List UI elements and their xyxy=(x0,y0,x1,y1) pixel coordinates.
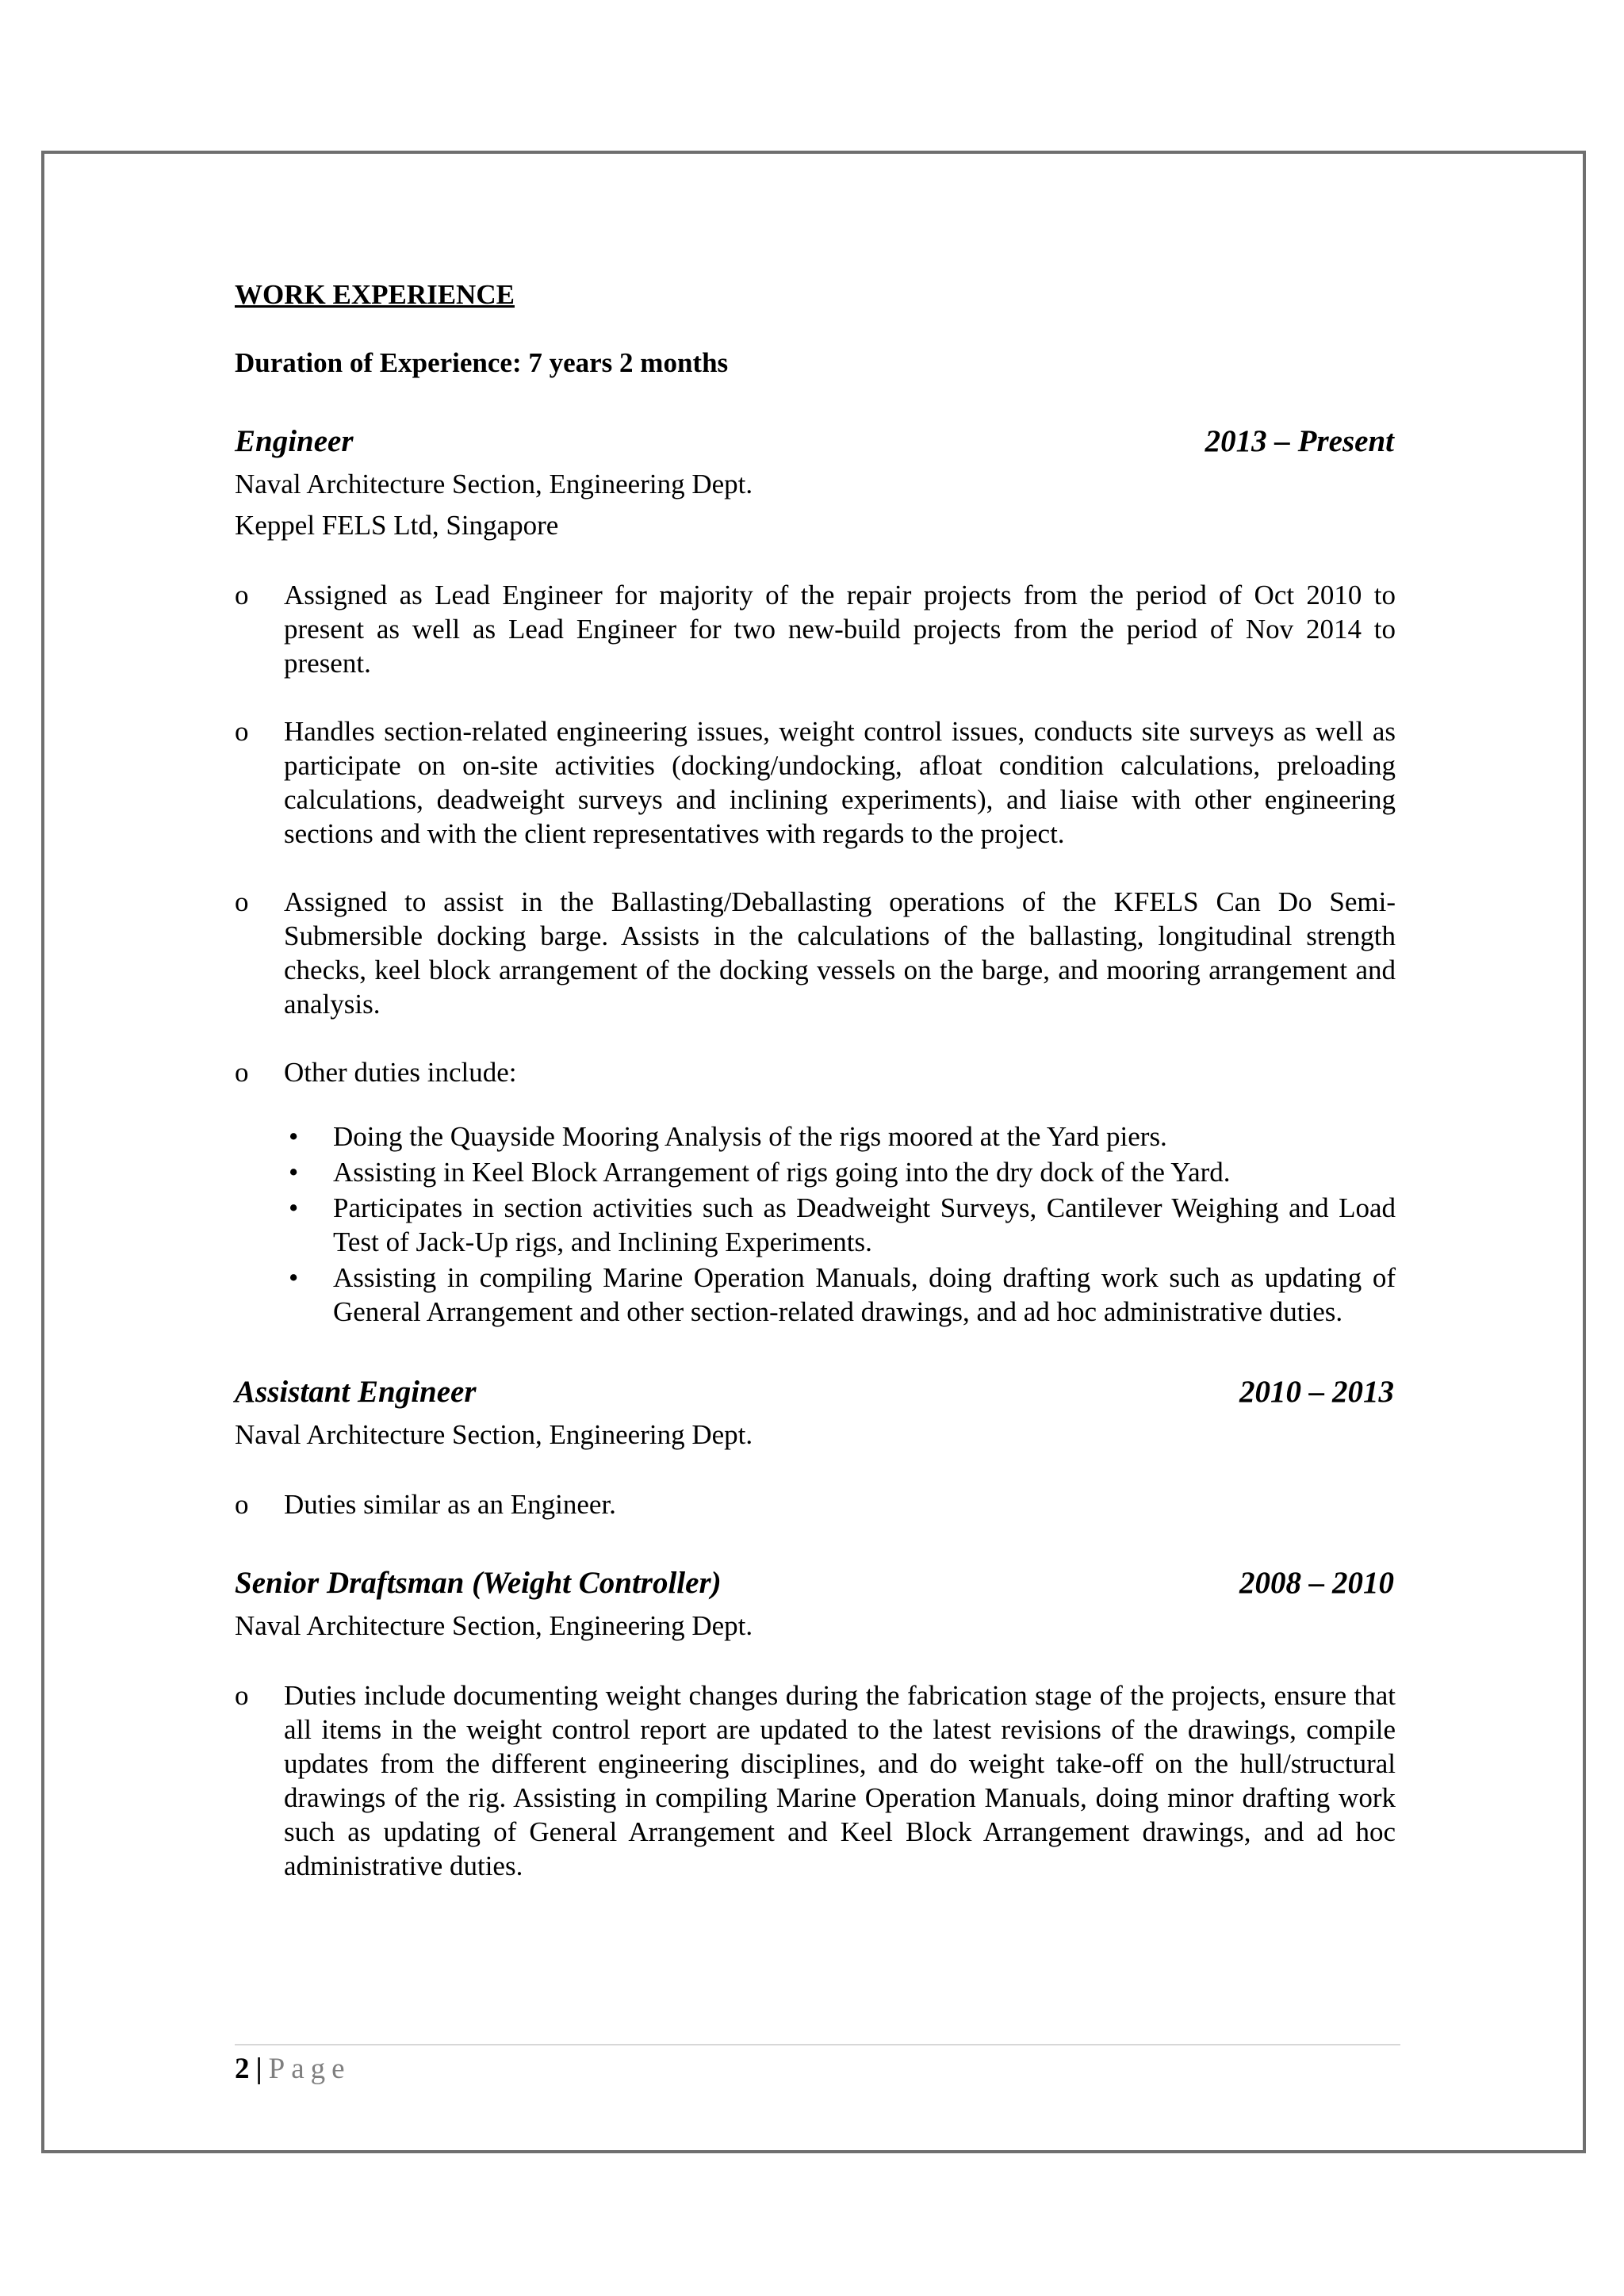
list-item xyxy=(235,1119,1396,1154)
other-duties-list xyxy=(235,1119,1396,1330)
job-title: Assistant Engineer xyxy=(235,1375,477,1409)
job-title: Senior Draftsman (Weight Controller) xyxy=(235,1566,722,1600)
duty-text: Handles section-related engineering issues, weight control issues, conducts site surveys as well as participate on on-site activities (docking/undocking, afloat condition calculations, preloading calculations, deadweight surveys and inclining experiments), and liaise with other engineering sections and with the client representatives with regards to the project. xyxy=(284,716,1396,849)
job-title: Engineer xyxy=(235,424,354,458)
resume-content xyxy=(235,277,1396,1883)
job-company: Keppel FELS Ltd, Singapore xyxy=(235,510,559,541)
list-item xyxy=(235,1191,1396,1259)
experience-duration: Duration of Experience: 7 years 2 months xyxy=(235,347,729,378)
job-entry xyxy=(235,421,1396,1330)
circle-bullet-icon: o xyxy=(235,716,249,747)
footer-divider xyxy=(235,2044,1400,2045)
list-item xyxy=(235,1155,1396,1189)
job-dates: 2010 – 2013 xyxy=(1239,1375,1394,1409)
dot-bullet-icon: • xyxy=(289,1192,299,1223)
list-item xyxy=(235,1261,1396,1329)
job-entry xyxy=(235,1372,1396,1521)
list-item xyxy=(235,1487,1396,1521)
duty-text: Duties similar as an Engineer. xyxy=(284,1489,616,1520)
job-entry xyxy=(235,1563,1396,1883)
sub-duty-text: Doing the Quayside Mooring Analysis of the rigs moored at the Yard piers. xyxy=(333,1121,1167,1152)
job-department: Naval Architecture Section, Engineering Dept. xyxy=(235,1419,753,1450)
job-header xyxy=(235,421,1396,462)
sub-duty-text: Assisting in Keel Block Arrangement of rigs going into the dry dock of the Yard. xyxy=(333,1157,1231,1188)
job-duties-list xyxy=(235,1487,1396,1521)
list-item xyxy=(235,714,1396,851)
page-footer xyxy=(235,2050,351,2088)
job-header xyxy=(235,1563,1396,1604)
dot-bullet-icon: • xyxy=(289,1262,299,1293)
job-department: Naval Architecture Section, Engineering Dept. xyxy=(235,1610,753,1641)
duty-text: Other duties include: xyxy=(284,1057,517,1088)
list-item xyxy=(235,578,1396,680)
duty-text: Assigned as Lead Engineer for majority of the repair projects from the period of Oct 2010 to present as well as Lead Engineer for two new-build projects from the period of Nov 2014 to present. xyxy=(284,580,1396,679)
circle-bullet-icon: o xyxy=(235,886,249,917)
job-dates: 2008 – 2010 xyxy=(1239,1566,1394,1600)
job-header xyxy=(235,1372,1396,1413)
section-title: WORK EXPERIENCE xyxy=(235,279,515,310)
job-dates: 2013 – Present xyxy=(1205,424,1394,458)
job-duties-list xyxy=(235,578,1396,1330)
dot-bullet-icon: • xyxy=(289,1157,299,1188)
list-item xyxy=(235,885,1396,1021)
duty-text: Assigned to assist in the Ballasting/Deballasting operations of the KFELS Can Do Semi-Submersible docking barge. Assists in the calculations of the ballasting, longitudinal strength checks, keel block arrangement of the docking vessels on the barge, and mooring arrangement and analysis. xyxy=(284,886,1396,1020)
footer-separator: | xyxy=(255,2053,262,2085)
list-item xyxy=(235,1678,1396,1883)
dot-bullet-icon: • xyxy=(289,1121,299,1152)
duty-text: Duties include documenting weight changes during the fabrication stage of the projects, ensure that all items in the weight control report are updated to the latest revisions of the drawings, compile updates from the different engineering disciplines, and do weight take-off on the hull/structural drawings of the rig. Assisting in compiling Marine Operation Manuals, doing minor drafting work such as updating of General Arrangement and Keel Block Arrangement drawings, and ad hoc administrative duties. xyxy=(284,1680,1396,1881)
page-label: Page xyxy=(268,2053,351,2085)
sub-duty-text: Assisting in compiling Marine Operation Manuals, doing drafting work such as updating of General Arrangement and other section-related drawings, and ad hoc administrative duties. xyxy=(333,1262,1396,1327)
job-department: Naval Architecture Section, Engineering Dept. xyxy=(235,469,753,499)
circle-bullet-icon: o xyxy=(235,1057,249,1088)
page-number: 2 xyxy=(235,2053,250,2085)
sub-duty-text: Participates in section activities such as Deadweight Surveys, Cantilever Weighing and Load Test of Jack-Up rigs, and Inclining Experiments. xyxy=(333,1192,1396,1257)
circle-bullet-icon: o xyxy=(235,1680,249,1711)
circle-bullet-icon: o xyxy=(235,580,249,610)
list-item xyxy=(235,1055,1396,1330)
circle-bullet-icon: o xyxy=(235,1489,249,1520)
job-duties-list xyxy=(235,1678,1396,1883)
